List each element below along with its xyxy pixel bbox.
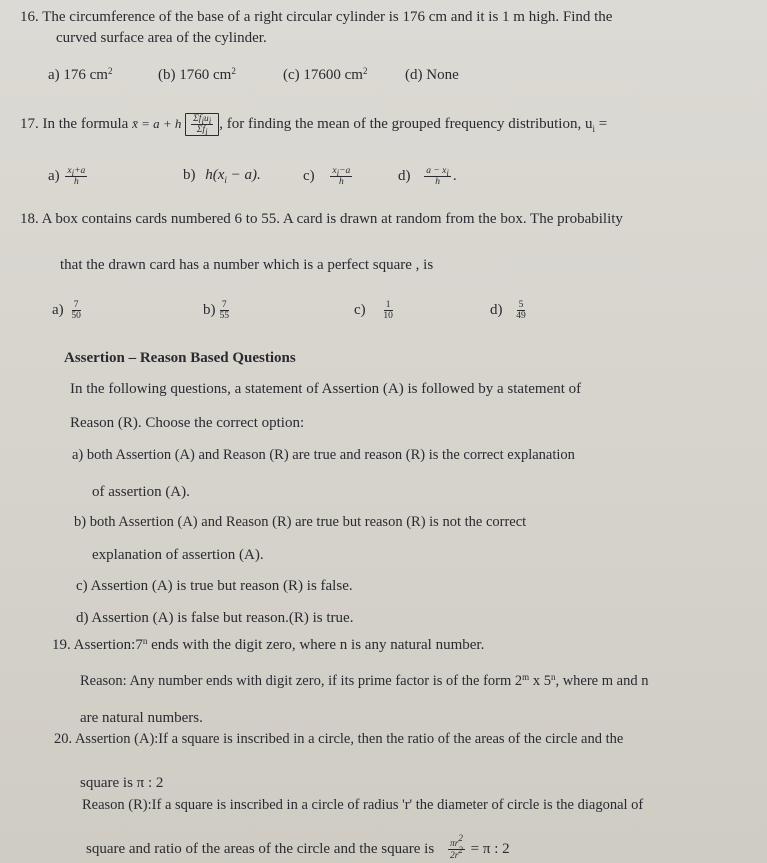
q17-formula: x̄ = a + h [132,115,182,131]
q18-line2: that the drawn card has a number which is a perfect square , is [60,257,434,273]
ar-option-b-line2: explanation of assertion (A). [92,547,264,563]
q19-assertion: 19. Assertion:7$^n$ ends with the digit zero, where n is any natural number. [52,636,485,653]
ar-option-c: c) Assertion (A) is true but reason (R) is false. [76,578,353,594]
q20-line1: 20. Assertion (A):If a square is inscribed in a circle, then the ratio of the areas of the circle and the [54,731,624,747]
q17-option-c: c) $\frac{x_i-a}{h}$ [303,166,351,187]
ar-intro-line2: Reason (R). Choose the correct option: [70,415,305,431]
q16-option-b: (b) 1760 $cm^2$ [158,66,236,83]
q20-line2: square is π : 2 [80,775,164,791]
q17-option-a: a) $\frac{x_i+a}{h}$ [48,166,86,187]
q18-option-b: b) $\frac{7}{55}$ [203,300,229,321]
q18-option-c: c) $\frac{1}{10}$ [354,300,393,321]
q19-reason: Reason: Any number ends with digit zero, if its prime factor is of the form 2$^m$ x 5$^n$, where m and n [80,672,649,689]
ar-option-b-line1: b) both Assertion (A) and Reason (R) are true but reason (R) is not the correct [74,514,527,530]
ar-option-a-line1: a) both Assertion (A) and Reason (R) are true and reason (R) is the correct explanation [72,447,575,463]
ar-option-a-line2: of assertion (A). [92,484,190,500]
ar-option-d: d) Assertion (A) is false but reason.(R) is true. [76,610,354,626]
q20-line3: Reason (R):If a square is inscribed in a circle of radius 'r' the diameter of circle is the diagonal of [82,797,644,813]
ar-intro-line1: In the following questions, a statement of Assertion (A) is followed by a statement of [70,381,582,397]
q17-option-b: b) $h(x_i - a)$. [183,167,261,185]
q16-option-d: (d) None [405,67,459,83]
q16-line2: curved surface area of the cylinder. [56,30,267,46]
q18-option-a: a) $\frac{7}{50}$ [52,300,81,321]
q17-question: 17. In the formula x̄ = a + h $\frac{\Sigma f_iu_i}{\Sigma f_i}$ , for finding the mean of the grouped frequency distribution, $u_i$ = [20,114,608,137]
q17-option-d: d) $\frac{a - x_i}{h}$ . [398,166,457,187]
q18-option-d: d) $\frac{5}{49}$ [490,300,526,321]
q16-option-c: (c) 17600 $cm^2$ [283,66,368,83]
q18-line1: 18. A box contains cards numbered 6 to 55. A card is drawn at random from the box. The probability [20,211,623,227]
assertion-reason-heading: Assertion – Reason Based Questions [64,350,296,366]
q16-option-a: a) 176 $cm^2$ [48,66,113,83]
q16-line1: 16. The circumference of the base of a right circular cylinder is 176 cm and it is 1 m high. Find the [20,9,613,25]
q20-line4: square and ratio of the areas of the circle and the square is $\frac{\pi r^2}{2r^2}$ = π : 2 [86,833,510,861]
q17-formula-bracket: $\frac{\Sigma f_iu_i}{\Sigma f_i}$ [185,113,219,136]
q19-reason-line2: are natural numbers. [80,710,203,726]
